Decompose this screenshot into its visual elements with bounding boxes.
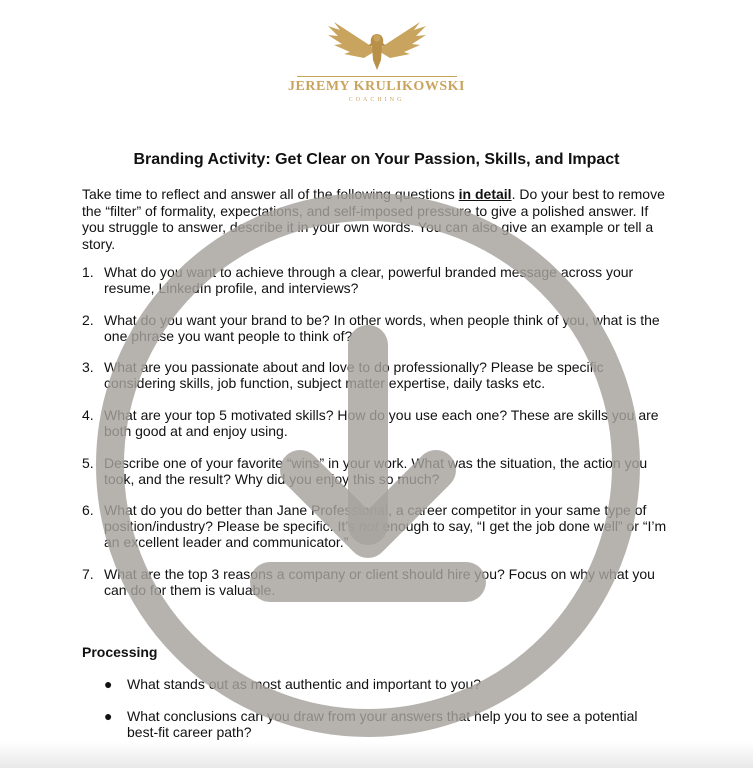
question-number: 7.: [82, 566, 94, 582]
bullet-item: [104, 708, 644, 740]
intro-text-after: . Do your best to remove the “filter” of formality, expectations, and self-imposed pressure to give a polished answer. If you struggle to answer, describe it in your own words. You can also give an example or tell a story.: [82, 186, 665, 252]
question-number: 2.: [82, 312, 94, 328]
question-text: What are your top 5 motivated skills? How do you use each one? These are skills you are both good at and enjoy using.: [104, 407, 659, 439]
intro-emphasis: in detail: [458, 186, 512, 202]
question-text-after: enough to say, “I get the job done well” or “I’m an excellent leader and communicator.”: [104, 518, 667, 550]
question-text: What do you want your brand to be? In other words, when people think of you, what is the one phrase you want people to think of?: [104, 312, 660, 344]
question-item: [82, 359, 672, 391]
question-item: [82, 455, 672, 487]
logo-divider: [297, 76, 457, 77]
question-number: 1.: [82, 264, 94, 280]
question-item: [82, 407, 672, 439]
question-text: What do you want to achieve through a clear, powerful branded message across your resume, LinkedIn profile, and interviews?: [104, 264, 634, 296]
eagle-icon: [322, 16, 432, 72]
question-item: [82, 566, 672, 598]
logo: [0, 16, 753, 103]
bottom-shade: [0, 742, 753, 768]
question-text: Describe one of your favorite “wins” in your work. What was the situation, the action you took, and the result? Why did you enjoy this so much?: [104, 455, 648, 487]
question-item: [82, 312, 672, 344]
logo-subtitle: COACHING: [348, 97, 405, 103]
question-text: What are the top 3 reasons a company or client should hire you? Focus on why what you can do for them is valuable.: [104, 566, 655, 598]
bullet-mark: ●: [104, 708, 113, 724]
question-text-before: What do you do better than Jane Professional, a career competitor in your same type of position/industry? Please be specific. It’s: [104, 502, 647, 534]
bullet-mark: ●: [104, 676, 113, 692]
intro-text-before: Take time to reflect and answer all of the following questions: [82, 186, 459, 202]
document-title: Branding Activity: Get Clear on Your Passion, Skills, and Impact: [133, 151, 620, 168]
question-number: 4.: [82, 407, 94, 423]
intro-paragraph: [82, 186, 672, 252]
question-item: [82, 264, 672, 296]
bullet-item: [104, 676, 644, 692]
bullet-text: What stands out as most authentic and important to you?: [127, 676, 482, 692]
question-text-emphasis: not: [359, 518, 379, 534]
question-number: 3.: [82, 359, 94, 375]
question-number: 5.: [82, 455, 94, 471]
question-number: 6.: [82, 502, 94, 518]
bullet-text: What conclusions can you draw from your answers that help you to see a potential best-fit career path?: [127, 708, 638, 740]
question-item: [82, 502, 672, 550]
logo-name: JEREMY KRULIKOWSKI: [288, 79, 465, 94]
question-text: [104, 502, 672, 550]
question-text: What are you passionate about and love to do professionally? Please be specific considering skills, job function, subject matter expertise, daily tasks etc.: [104, 359, 604, 391]
processing-heading: Processing: [82, 644, 158, 660]
